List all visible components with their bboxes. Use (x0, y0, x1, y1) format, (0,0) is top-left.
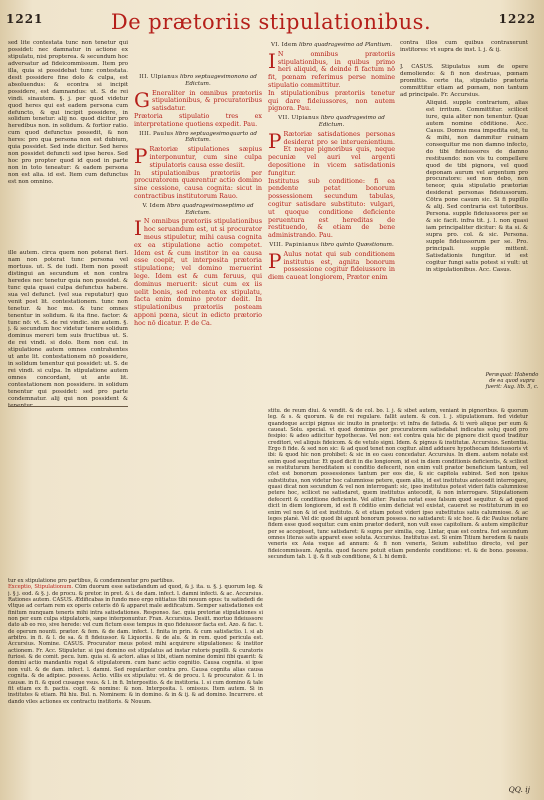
rubric-text: In stipulationibus prætoriis tenetur qui dare fideiussores, non autem pignora. Pau. (268, 88, 395, 113)
law-heading: VII. Ulpianus libro quadragesimo ad Edictum. (278, 115, 385, 128)
law-heading: VIII. Papinianus libro quinto Quæstionum. (269, 241, 394, 248)
law-text: P Rætoriæ satisdationes personas desiderat pro se interuenientium. Et neque pignoribus quis, neque pecuniæ vel auri vel argenti depositione in vicem satisdationis fungitur. (268, 128, 395, 177)
signature-mark: QQ. ij (508, 785, 530, 794)
margin-note: Peræquat: Habendo de ea quod supra fuerit: Aug. lib. 5, c. (485, 372, 539, 391)
gloss-column-right-top (400, 40, 528, 62)
initial-letter: I (134, 216, 142, 241)
gloss-column-left (8, 40, 128, 250)
rubric-text: In stipulationibus prætoriis per procuratorem quærentur actio domino sine cessione, causa cognita: sicut in contractibus institutorum Rauo. (134, 168, 262, 200)
law-text: I N omnibus prætoriis stipulationibus, in quibus primo heri aliquid, & deinde fi factum nō fit, pœnam referimus perse nomine stipulatio committitur. (268, 48, 395, 89)
gloss-text: Cūm duorum esse satisdandum ad quod, & j. ita. u. §. j. quorum leg. & j. § j. eod. & §. j. de procu. & pretor. in pret. & i. de dam. infect. l. damni infecti. & ac. Accursius. Rationes autem. CASUS. Ædificabas in fundo meo ergo nūtiatus tibi nouum opus: tu satisdedi de vltque ad certam rem ex operis ceteris dō & apparet male ædificatum. Semper satisdationes est finitum nunquam teneris mihi intra satisdationes. Responso. fac. quia pretoriæ stipulationes si non per eum culpa stipulatoris, sæpe interponuntur. Fran. Accursius. Desiit. mortuo fideiussore dato ab eo reo, sive herede: vel cum fictum esse tempus in quo fideiussor facta est. Azo. & fac. t. de operum nounti. prætor. & fem. & de dam. infect. l. finita in prin. & cum satisfactio. l. si ab arbitro. in fi. & l. de sa. & fi fideiussor. & Liquoriis. & de alu. & in rem. quod pericula est. Accursius. Nomine. CASUS. Procurator meus potest mihi acquirere stipulationes: & institor actionem. Fr. Acc. Stipuletur. si ipsi domino est stipulatus ad instar rutoris pupilli. & curatoris furiosi. & de comit. pecu. lum. quia si. & actori. alias si libi, etiam nomine domini fibi quærit: & domini actio mandantis rogat & stipulatorem. cum hanc actio cognitio. Causa cognita. si ipse non vult. & de dam. infect. l. damni. Sed regulariter contra pro. Causa cognita alias causa cognita. & de adipisc. possess. Actio. villis ex stipulatu: vt. & de procu. l. & procurator. & l. in causæ. in fi. & quod cusaque vsus. & l. in fi. Interpositio. & de institoria. l. si cum domino & tale fit etiam ex fi. pactis. cogit. & nomine: & non. Interposita. l. omissus. Item autem. Si in institutes & etiam. Rū hiu. Bul. n. Nominem: & in domino. & in & ij. & ad domino. Incurrere. et dando viles actiones ex contractu institoris. & Nouum. (8, 584, 263, 705)
initial-letter: P (268, 248, 282, 273)
running-header (6, 10, 536, 34)
law-heading: IIII. Paulus libro septuagesimoquarto ad Edictum. (139, 130, 257, 144)
gloss-text: stitu. de reum diui. & vendit. & de col. bo. l. j. & sibet autem, veniant in pignoribus. & quorum leg. & s. & quorum. & de rei regulare. fallit autem. & con. l. j. stipulationum. fed videtur quandoque accipi pignus sic inuito in prætorijs: vt infra de fatisda. & ti verò alique per eum & caueat. Solu. special. vt quod dominus per procuratorem satisdabat indicatus soluj quod pro fesipio: & adeo adiicitur hypothecas. Vel non: est contra quia hic de pignore dicit quod traditur creditori, vel aliquis fideicom. & de vetulo signi. Idem. & pignus & institutæ. Accursius. Sententia. Ergo fi fide. & sed non sic: & ad quod tenet non cogitur. alind adduere hypothecam fideiussoris vt ibi: & quod hic non prohibet: & sic in eo casu concedatur. Accursius. In diem. autem notate est enim quod sequitur. Et quod dicit in die longiorem, id est in diem conditionis deficientis, & scilicet se restituturum hereditatem si conditio defecerit, non enim vult prætor beneficium tantum, vel cōst est bonorum possessiones tantum per eos die, & sic capitola subinst. Sed non ipsius substitutus, non videtur hoc calumniose petere, quem aliis, id est institutus antecedit interrogare, quasi dicat non secundum & vel non interrogant: sic, ipso institutus potest videri fatis calumniose petere hoc, scilicet ne satisdaret, quem institutus antecedit, & non interrogare. Stipulationem defecerit & conditione deficiente. Vel aliter: Paulus notat esse falsum quod sequitur. & ad quod dicit in diem longiorem, id est fi cōditio enim deficiat vel existat, caueret se restituturum in eo enim vel non & id est instituto. & et etiam potest videri ipso substitutus satis calumniose. & ac leges planè. Vel dic quod ibi agunt bonorum possess. no satisdaret: & sic hoc. & dic Paulus notare fidem esse quod sequitur. cum enim prætor dederit, non vult esse capitolium. & autem simplicitur per se accepisset, tunc satisdaret: & supra per similia, cog. Lintar, quæ est contra. fed secundum omnes literas satis apparet esse soluta. Accursius. Institutus est. Si enim Titium heredem & nauis veneris ex Asia vsque ad annum: & fi non veneris, Seium substituo directo, vel per fideicommissum. Agnita. quod facere potuit etiam pendente conditione: vt. & de bono. possess. secundum tab. l. ij. & fi sub conditione, & l. hi demū. (268, 408, 528, 560)
separator-rule (8, 406, 128, 407)
main-text-column-1 (134, 72, 262, 406)
gloss-column-left-continued (8, 250, 128, 575)
gloss-label: Exceptio, Stipulationum. (8, 584, 74, 591)
rubric-text: Prætoria stipulatio tres ex interpretatione quotiens expedit. Pau. (134, 111, 262, 128)
initial-letter: P (268, 128, 282, 153)
gloss-lower-left (8, 578, 263, 778)
rubric-text: Institutus sub conditione: fi ea pendente petat bonorum possessionem secundum tabulas, cogitur satisdare substituto: vulgari, ut quoque conditione deficiente peruentura est hereditas de restituendo, & etiam de bene administrando. Pau. (268, 176, 395, 240)
law-text: P Rætoriæ stipulationes sæpius interponuntur, cum sine culpa stipulatoris causa esse desiit. (134, 144, 262, 169)
law-heading: III. Ulpianus libro septuagesimonono ad Edictum. (139, 74, 257, 87)
page-number-right: 1222 (498, 12, 536, 26)
law-text: P Aulus notat qui sub conditionem institutus est, agnita bonorum possessione cogitur fideiussore in diem caueat longiorem, Prætor enim (268, 248, 395, 282)
page-number-left: 1221 (6, 12, 44, 26)
gloss-lower-right (268, 408, 528, 778)
main-text-column-2 (268, 40, 395, 406)
gloss-text: ille autem. circa quem non poterat fieri. nam non poterat tunc persona vel mortuus. ut. S. de iudi. Item non possit distingui an secundum et non contra heredes nec tenetur quia non possidet. & tunc quia quasi culpa defunctus habere. sua vel defunct. (vel sua reputatur) quo venit post lit. contestationem. tunc non tenetur. & hoc mo. & tunc omnes tenentur in solidum. & ita fine. factor: & tunc nō: vt. S. de rei vindic. sin autem. §. j. & secundum hoc videtur tenere solidum dominus mereri tem suis fructibus ut. S. de rei vindi. si dolo. Item non cul. in stipulatione autem omnes contrahentes ut ante lit. contestationem nō possidere, in solidum tenentur qui possidet: ut. S. de rei vindi. si culpa. In stipulatione autem omnes concordant, ut ante lit. contestationem non possidere. in solidum tenentur qui possidet: sed pro parte condemnatur. alij qui non possident & tenentur. (8, 250, 128, 409)
law-text: G Eneraliter in omnibus prætoriis stipulationibus, & procuratoribus satisdatur. (134, 87, 262, 113)
page-title: De prætoriis stipulationibus. (110, 10, 432, 34)
initial-letter: P (134, 144, 148, 169)
gloss-lower-left-upper (134, 408, 263, 576)
gloss-column-right (426, 100, 528, 406)
gloss-intro: tur ex stipulatione pro partibus, & condemnentur pro partibus. (8, 578, 175, 584)
gloss-text: sed lite contestata tunc non tenetur qui possidet: nec damnatur in actione ex stipulatu, nisi propterea. & secundum hoc adversatur ad fideicommissum. Item pro illa, quia si possidebat tunc contestata. desit possidere fine dolo & culpa, est absoluendus: & econtra si incipit possidere, est damnandus: ut. S. de rei vindi. sinautem. §. j. per quod videtur quod heres qui est eadem persona cum defuncto, & qui incipit possidere, in solidum tenetur: alij no. quod dicitur pro heredibus non. in solidum. & fortior ratio. cum quod defunctus possedit, & non heres: pro qua persona non est dubium, quia possidet. Sed inde dicitur. Sed heres non possidet defuncti sed ipse heres. Sed hoc pro propter quod id quod in parte non in toto teneatur: & eadem persona non est alia. id est. Item cum defunctus est non omnino. (8, 40, 128, 186)
gloss-text: Aliquid. supple contrarium, alias est irritum. Committitur. scilicet iure, quia aliter non tenentur. Quæ autem nomine cōditione. Acc. Casus. Domus mea impedita est, tu & mihi, non dammitur ruinam consequitur me non damno infecto, do tibi fideiussores de damno restituendo: non vis tu compellere quod de tibi pignora, vel quod deponam aurum vel argentum pro procuratore: sed non debo, non teneor, quia stipulatio prætoriæ desiderat personas fideiussorum. Cōtra pone casum sic. Si fi pupillo & alij. Sed contraria est tutoribus. Persona. supple fideiussores per se & sic facit. infra tit. j. l. non quasi iam principaliter dicitur: & ita si. & supra pro. col. & sic. Persona. supple fideiussorum per se. Pro. principali. supple mittent. Satisdationis fungitur. id est cogitur fungi satis potest si vult: ut in stipulationibus. Acc. Casus. (426, 100, 528, 273)
law-heading: VI. Idem libro quadragesimo ad Plantium. (270, 42, 393, 48)
gloss-casus (400, 64, 528, 100)
initial-letter: G (134, 87, 150, 112)
gloss-text: contra illos cum quibus contraxerunt institores: vt supra de inst. l. j. & ij. (400, 40, 528, 53)
gloss-text: J. CASUS. Stipulatus sum de opere demoliendo: & fi non destruas, pœnam promittis. certe ita, stipulatio prætoria committitur etiam ad pœnam, non tantum ad principale. Fr. Accursius. (400, 64, 528, 98)
law-heading: V. Idem libro quadragesimoseptimo ad Edictum. (142, 202, 254, 216)
law-text: I N omnibus prætoriis stipulationibus hoc seruandum est, ut si procurator meus stipuletur, mihi causa cognita ex ea stipulatione actio competet. Idem est & cum institor in ea causa esse coepit, ut interposita prætoria stipulatione; vel domino meruerint lege. Idem est & cum feruus, qui dominus meruerit: sicut cum ex iis uelit bonis, sed retenta ex stipulatu, facta enim domino protor dedit. In stipulationibus prætoriis posteam apponi pœna, sicut in edicto prætorio hoc nō dicatur. P. de Ca. (134, 216, 262, 327)
initial-letter: I (268, 48, 276, 73)
